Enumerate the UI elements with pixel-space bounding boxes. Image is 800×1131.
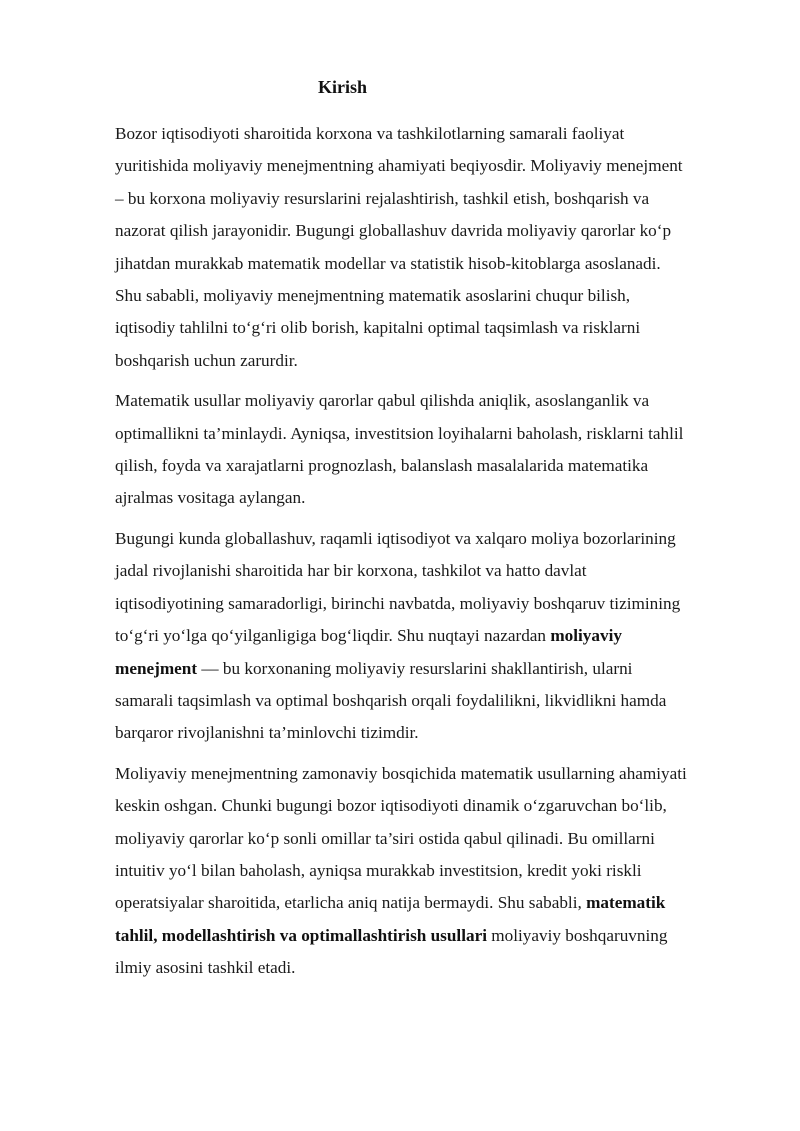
paragraph [115, 523, 755, 750]
text-line [115, 887, 755, 919]
text-line [115, 920, 755, 952]
text-line [115, 280, 755, 312]
text-segment: barqaror rivojlanishni ta’minlovchi tizimdir. [115, 723, 419, 743]
text-line [115, 653, 755, 685]
text-line [115, 482, 755, 514]
text-line [115, 620, 755, 652]
text-line [115, 855, 755, 887]
bold-term: menejment [115, 658, 198, 678]
text-line [115, 823, 755, 855]
text-line [115, 215, 755, 247]
text-segment: moliyaviy qarorlar ko‘p sonli omillar ta’siri ostida qabul qilinadi. Bu omillarni [115, 828, 655, 848]
text-line [115, 418, 755, 450]
text-line [115, 450, 755, 482]
text-line [115, 150, 755, 182]
text-segment: samarali taqsimlash va optimal boshqarish orqali foydalilikni, likvidlikni hamda [115, 690, 667, 710]
text-line [115, 588, 755, 620]
text-line [115, 118, 755, 150]
text-segment: yuritishida moliyaviy menejmentning ahamiyati beqiyosdir. Moliyaviy menejment [115, 156, 683, 176]
text-segment: Bozor iqtisodiyoti sharoitida korxona va tashkilotlarning samarali faoliyat [115, 124, 625, 143]
text-segment: iqtisodiy tahlilni to‘g‘ri olib borish, kapitalni optimal taqsimlash va risklarni [115, 318, 641, 338]
text-line [115, 312, 755, 344]
text-segment: intuitiv yo‘l bilan baholash, ayniqsa murakkab investitsion, kredit yoki riskli [115, 860, 642, 880]
bold-term: matematik [586, 893, 666, 913]
bold-term: tahlil, modellashtirish va optimallashtirish usullari [115, 925, 487, 945]
text-segment: Shu sababli, moliyaviy menejmentning matematik asoslarini chuqur bilish, [115, 286, 631, 306]
text-segment: ajralmas vositaga aylangan. [115, 488, 306, 508]
text-line [115, 248, 755, 280]
text-line [115, 717, 755, 749]
page-title: Kirish [318, 77, 368, 97]
text-line [115, 685, 755, 717]
text-segment: boshqarish uchun zarurdir. [115, 350, 298, 370]
text-segment: optimallikni ta’minlaydi. Ayniqsa, investitsion loyihalarni baholash, risklarni tahlil [115, 423, 684, 443]
text-segment: nazorat qilish jarayonidir. Bugungi globallashuv davrida moliyaviy qarorlar ko‘p [115, 221, 672, 241]
text-line [115, 345, 755, 377]
text-segment: jadal rivojlanishi sharoitida har bir korxona, tashkilot va hatto davlat [115, 561, 587, 581]
text-segment: qilish, foyda va xarajatlarni prognozlash, balanslash masalalarida matematika [115, 456, 649, 476]
text-line [115, 758, 755, 790]
bold-term: moliyaviy [550, 626, 622, 646]
text-segment: Bugungi kunda globallashuv, raqamli iqtisodiyot va xalqaro moliya bozorlarining [115, 528, 676, 548]
text-segment: iqtisodiyotining samaradorligi, birinchi navbatda, moliyaviy boshqaruv tizimining [115, 593, 681, 613]
text-segment: — bu korxonaning moliyaviy resurslarini shakllantirish, ularni [197, 658, 633, 678]
text-line [115, 952, 755, 984]
paragraph [115, 385, 755, 515]
text-line [115, 555, 755, 587]
document-body [115, 118, 755, 993]
text-segment: ilmiy asosini tashkil etadi. [115, 958, 296, 978]
paragraph [115, 758, 755, 985]
text-segment: jihatdan murakkab matematik modellar va statistik hisob-kitoblarga asoslanadi. [115, 253, 661, 273]
text-segment: operatsiyalar sharoitida, etarlicha aniq natija bermaydi. Shu sababli, [115, 893, 587, 913]
text-line [115, 523, 755, 555]
text-segment: Moliyaviy menejmentning zamonaviy bosqichida matematik usullarning ahamiyati [115, 763, 687, 783]
paragraph [115, 118, 755, 377]
text-segment: – bu korxona moliyaviy resurslarini rejalashtirish, tashkil etish, boshqarish va [115, 188, 650, 208]
text-segment: to‘g‘ri yo‘lga qo‘yilganligiga bog‘liqdir. Shu nuqtayi nazardan [115, 626, 551, 646]
text-line [115, 790, 755, 822]
text-line [115, 385, 755, 417]
text-segment: Matematik usullar moliyaviy qarorlar qabul qilishda aniqlik, asoslanganlik va [115, 391, 650, 411]
text-segment: keskin oshgan. Chunki bugungi bozor iqtisodiyoti dinamik o‘zgaruvchan bo‘lib, [115, 796, 667, 816]
text-line [115, 183, 755, 215]
text-segment: moliyaviy boshqaruvning [486, 925, 668, 945]
